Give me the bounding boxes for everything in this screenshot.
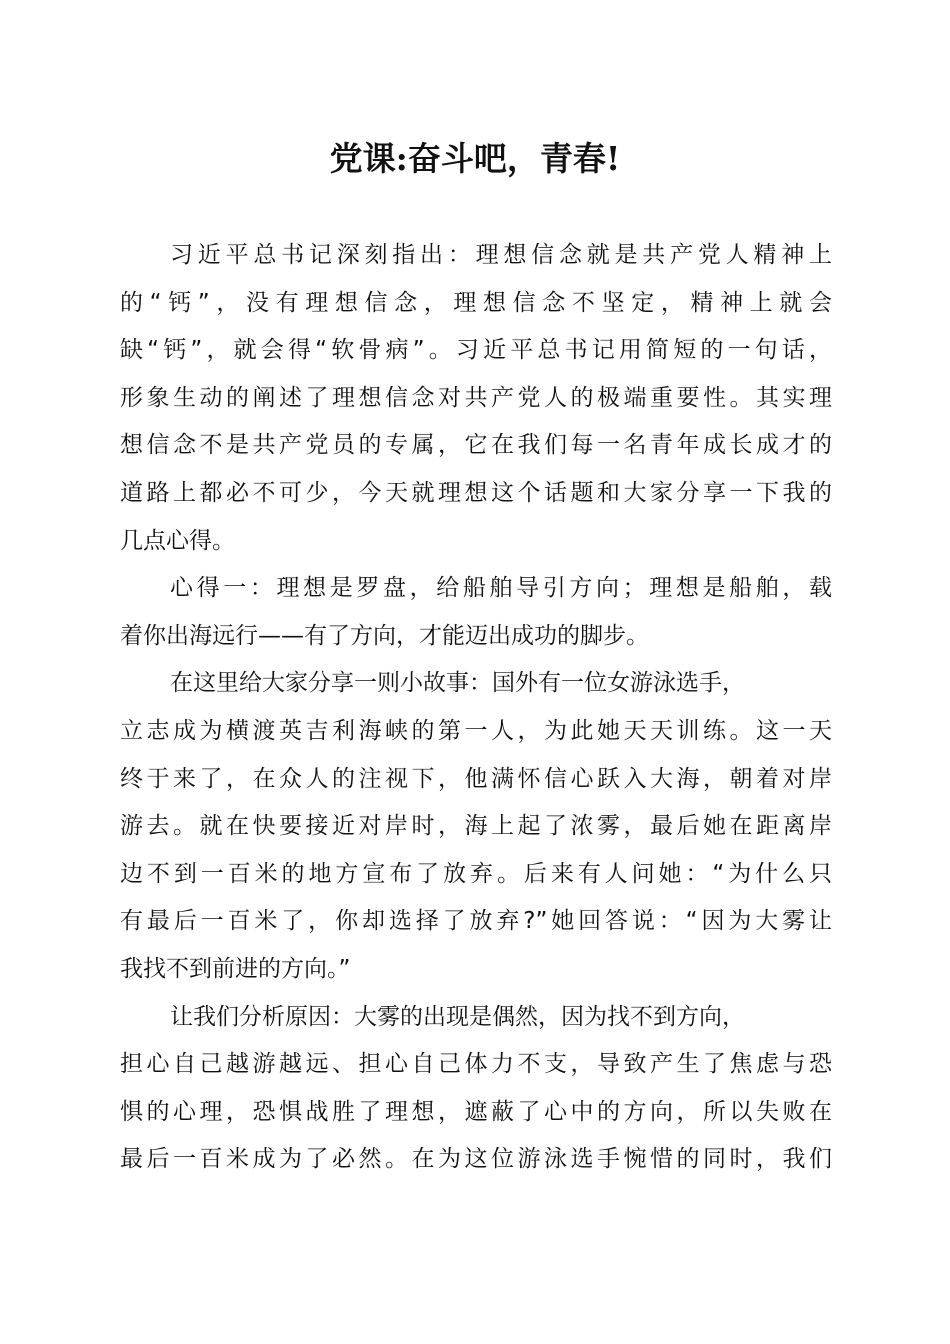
paragraph [120, 994, 832, 1184]
text-line: 的“钙”，没有理想信念，理想信念不坚定，精神上就会 [120, 289, 832, 316]
paragraph [120, 565, 832, 660]
text-line: 终于来了，在众人的注视下，他满怀信心跃入大海，朝着对岸 [120, 765, 832, 792]
text-line: 形象生动的阐述了理想信念对共产党人的极端重要性。其实理 [120, 384, 832, 411]
text-line: 心得一：理想是罗盘，给船舶导引方向；理想是船舶，载 [170, 575, 832, 602]
text-line: 在这里给大家分享一则小故事：国外有一位女游泳选手， [170, 670, 745, 697]
text-line: 立志成为横渡英吉利海峡的第一人，为此她天天训练。这一天 [120, 717, 832, 744]
text-line: 惧的心理，恐惧战胜了理想，遮蔽了心中的方向，所以失败在 [120, 1098, 832, 1125]
text-line: 想信念不是共产党员的专属，它在我们每一名青年成长成才的 [120, 432, 832, 459]
text-line: 最后一百米成为了必然。在为这位游泳选手惋惜的同时，我们 [120, 1146, 832, 1173]
text-line: 有最后一百米了，你却选择了放弃?”她回答说：“因为大雾让 [120, 908, 832, 935]
text-line: 我找不到前进的方向。” [120, 955, 351, 982]
text-line: 着你出海远行——有了方向，才能迈出成功的脚步。 [120, 622, 649, 649]
text-line: 缺“钙”，就会得“软骨病”。习近平总书记用简短的一句话， [120, 337, 832, 364]
text-line: 几点心得。 [120, 527, 235, 554]
text-line: 道路上都必不可少，今天就理想这个话题和大家分享一下我的 [120, 479, 832, 506]
text-line: 让我们分析原因：大雾的出现是偶然，因为找不到方向， [170, 1003, 745, 1030]
paragraph [120, 232, 832, 565]
document-title: 党课:奋斗吧，青春! [329, 139, 621, 178]
text-line: 担心自己越游越远、担心自己体力不支，导致产生了焦虑与恐 [120, 1051, 832, 1078]
document-body [120, 232, 832, 1184]
text-line: 游去。就在快要接近对岸时，海上起了浓雾，最后她在距离岸 [120, 813, 832, 840]
text-line: 边不到一百米的地方宣布了放弃。后来有人问她：“为什么只 [120, 860, 832, 887]
paragraph [120, 660, 832, 993]
text-line: 习近平总书记深刻指出：理想信念就是共产党人精神上 [170, 242, 832, 268]
